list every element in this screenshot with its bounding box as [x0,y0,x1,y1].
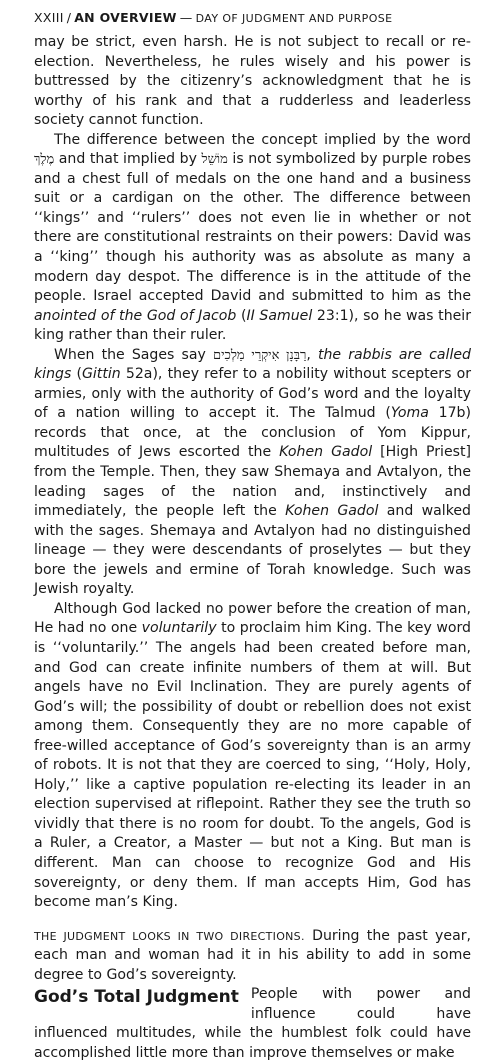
text-run: 52a), they refer to a nobility without scepters or armies, only with the authority of God’s word and the loyalty of a nation willing to accept it. The Talmud ( [34,366,472,422]
header-subtitle: DAY OF JUDGMENT AND PURPOSE [195,12,393,25]
text-run: , [306,346,318,363]
paragraph-1: may be strict, even harsh. He is not subject to recall or re-election. Nevertheless, he rules wisely and his power is buttressed by the citizenry’s acknowledgment that he is worthy of his rank and that a rudderless and leaderless society cannot function. [34,34,471,129]
text-run: ( [71,366,82,383]
hebrew-word-melech: מֶלֶךְ [34,152,55,168]
paragraph-5 [34,927,471,986]
hebrew-word-moshel: מוֹשֵׁל [201,152,228,168]
text-run: is not symbolized by purple robes and a chest full of medals on the one hand and a business suit or a cardigan on the other. The difference between ‘‘kings’’ and ‘‘rulers’’ does not even lie in whether or not there are constitutional restraints on their powers: David was a ‘‘king’’ though his authority was as absolute as many a modern day despot. The difference is in the attitude of the people. Israel accepted David and submitted to him as the [34,151,471,305]
body-text [34,33,471,1063]
paragraph-6 [34,985,471,1063]
text-run: ( [236,307,247,324]
text-run: and that implied by [54,151,202,168]
text-run: When the Sages say [54,346,213,363]
text-run: 23:1), so he was their king rather than their ruler. [34,307,472,344]
running-header [34,10,393,25]
italic-citation: Gittin [81,366,121,383]
italic-citation: II Samuel [246,307,313,324]
header-title: AN OVERVIEW [74,10,177,25]
text-run: [High Priest] from the Temple. Then, they saw Shemaya and Avtalyon, the leading sages of the nation and, instinctively and immediately, the people left the [34,444,472,520]
italic-term: Kohen Gadol [285,503,379,520]
italic-term: Kohen Gadol [279,444,373,461]
paragraph-4 [34,600,471,913]
page-number: XXIII [34,10,64,25]
text-run: 17b) records that once, at the conclusion of Yom Kippur, multitudes of Jews escorted the [34,405,472,461]
side-heading: God’s Total Judgment [34,987,239,1008]
section-lead-in: THE JUDGMENT LOOKS IN TWO DIRECTIONS. [34,929,305,943]
text-run: Although God lacked no power before the creation of man, He had no one [34,600,471,637]
text-run: The difference between the concept implied by the word [54,131,471,148]
header-separator: / [66,10,72,25]
text-run: and walked with the sages. Shemaya and Avtalyon had no distinguished lineage — they were descendants of proselytes — but they bore the jewels and ermine of Torah knowledge. Such was Jewish royalty. [34,503,471,598]
text-run: During the past year, each man and woman had it in his ability to add in some degree to God’s sovereignty. [34,927,471,983]
italic-phrase: the rabbis are called kings [34,346,471,383]
paragraph-2 [34,131,471,346]
paragraph-3 [34,346,471,600]
italic-phrase: anointed of the God of Jacob [34,307,237,324]
header-dash: — [179,10,193,25]
text-run: to proclaim him King. The key word is ‘‘voluntarily.’’ The angels had been created before man, and God can create infinite numbers of them at will. But angels have no Evil Inclination. They are purely agents of God’s will; the possibility of doubt or rebellion does not exist among them. Consequently they are no more capable of free-willed acceptance of God’s sovereignty than is an army of robots. It is not that they are coerced to sing, ‘‘Holy, Holy, Holy,’’ like a captive population re-electing its leader in an election supervised at riflepoint. Rather they see the truth so vividly that there is no room for doubt. To the angels, God is a Ruler, a Creator, a Master — but not a King. But man is different. Man can choose to recognize God and His sovereignty, or deny them. If man accepts Him, God has become man’s King. [34,620,471,911]
text-run: People with power and influence could have influenced multitudes, while the humblest folk could have accomplished little more than improve themselves or make [34,986,471,1061]
hebrew-phrase: רַבָּנָן אִיקְרֵי מַלְכִים [212,347,307,363]
italic-citation: Yoma [390,405,429,422]
italic-word: voluntarily [141,620,217,637]
